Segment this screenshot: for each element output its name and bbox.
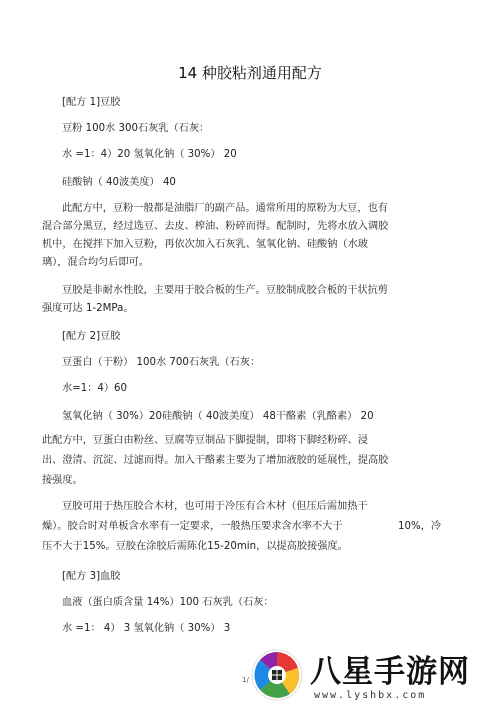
paragraph-line: 压不大于15%。豆胶在涂胶后需陈化15-20min，以提高胶接强度。 bbox=[42, 541, 348, 552]
paragraph-line: 此配方中，豆粉一般都是油脂厂的副产品。通常所用的原粉为大豆，也有 bbox=[62, 203, 388, 214]
paragraph-line: 水 =1：4）20 氢氧化钠（ 30%） 20 bbox=[62, 149, 237, 160]
paragraph-line: 机中，在搅拌下加入豆粉，再依次加入石灰乳、氢氧化钠、硅酸钠（水玻 bbox=[42, 239, 368, 250]
paragraph-line: 璃），混合均匀后即可。 bbox=[42, 257, 149, 268]
page-number: 1/ bbox=[242, 676, 249, 684]
paragraph-line: 水 =1： 4） 3 氢氧化钠（ 30%） 3 bbox=[62, 623, 231, 634]
watermark-name: 八星手游网 bbox=[310, 654, 470, 690]
paragraph-line: 豆粉 100水 300石灰乳（石灰： bbox=[62, 123, 210, 134]
paragraph-line: 豆胶可用于热压胶合木材，也可用于冷压有合木材（但压后需加热干 bbox=[62, 501, 368, 512]
paragraph-line: 出、澄清、沉淀、过滤而得。加入干酪素主要为了增加液胶的延展性，提高胶 bbox=[42, 455, 389, 466]
document-title: 14 种胶粘剂通用配方 bbox=[178, 64, 322, 82]
paragraph-line: 豆蛋白（干粉） 100水 700石灰乳（石灰： bbox=[62, 357, 261, 368]
paragraph-line: 接强度。 bbox=[42, 475, 83, 486]
paragraph-line: 混合部分黑豆，经过选豆、去皮、榨油、粉碎而得。配制时，先将水放入调胶 bbox=[42, 221, 389, 232]
recipe-2-heading: [配方 2]豆胶 bbox=[62, 331, 121, 342]
recipe-3-heading: [配方 3]血胶 bbox=[62, 571, 121, 582]
paragraph-line: 此配方中，豆蛋白由粉丝、豆腐等豆制品下脚提制，即将下脚经粉碎、浸 bbox=[42, 435, 368, 446]
pinwheel-logo-icon bbox=[250, 648, 304, 702]
paragraph-line: 强度可达 1-2MPa。 bbox=[42, 303, 134, 314]
watermark-url: www.lyshbx.com bbox=[314, 690, 427, 701]
paragraph-line: 水=1：4）60 bbox=[62, 383, 128, 394]
recipe-1-heading: [配方 1]豆胶 bbox=[62, 97, 121, 108]
paragraph-line: 豆胶是非耐水性胶，主要用于胶合板的生产。豆胶制成胶合板的干状抗剪 bbox=[62, 285, 388, 296]
paragraph-line: 血液（蛋白质含量 14%）100 石灰乳（石灰： bbox=[62, 597, 274, 608]
paragraph-line-fragment: 10%，冷 bbox=[398, 521, 442, 532]
paragraph-line: 燥）。胶合时对单板含水率有一定要求，一般热压要求含水率不大于 bbox=[42, 521, 343, 532]
watermark-logo bbox=[250, 642, 500, 708]
paragraph-line: 硅酸钠（ 40波美度） 40 bbox=[62, 177, 176, 188]
paragraph-line: 氢氧化钠（ 30%）20硅酸钠（ 40波美度） 48干酪素（乳酪素） 20 bbox=[62, 411, 374, 422]
